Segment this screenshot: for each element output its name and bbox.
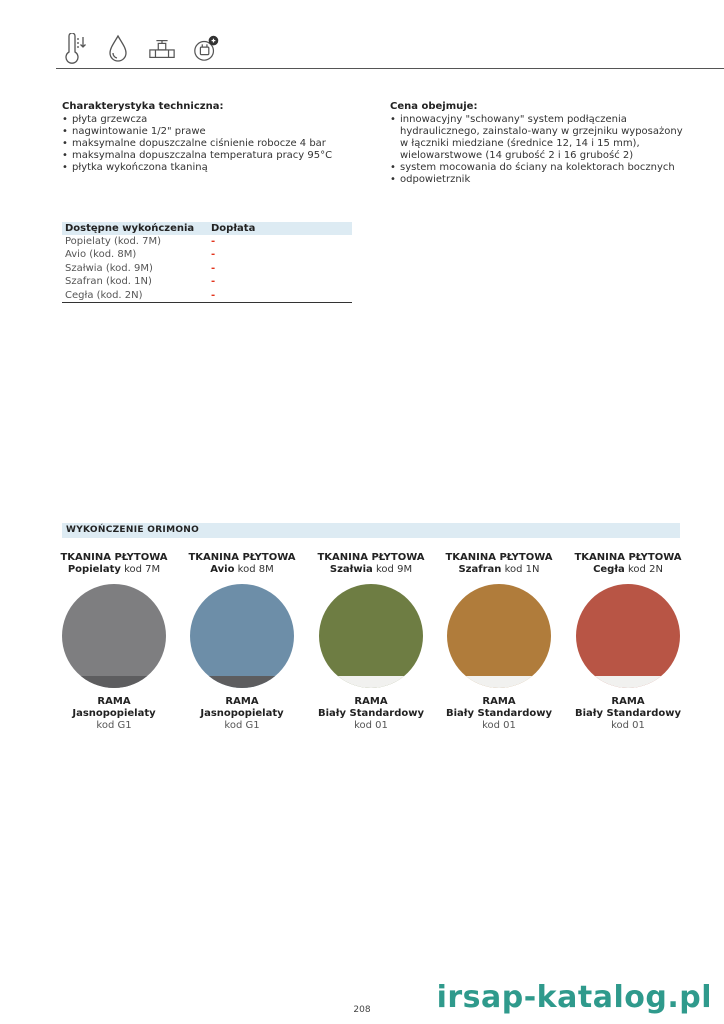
column-header-surcharge: Dopłata	[208, 222, 352, 235]
list-item: • płytka wykończona tkaniną	[62, 162, 382, 174]
frame-color-band	[447, 676, 551, 688]
table-row	[62, 248, 352, 261]
color-swatch	[190, 584, 294, 688]
swatch-code: kod 9M	[376, 564, 413, 575]
finish-name: Cegła (kod. 2N)	[62, 289, 208, 303]
swatch-name-line	[562, 564, 694, 576]
column-header-finish: Dostępne wykończenia	[62, 222, 208, 235]
swatch-szafran	[433, 552, 565, 732]
swatch-name-line	[305, 564, 437, 576]
finish-name: Szafran (kod. 1N)	[65, 276, 152, 288]
finish-surcharge: -	[208, 289, 352, 303]
finishes-table	[62, 222, 352, 303]
frame-name: Biały Standardowy	[575, 708, 681, 719]
swatch-name: Popielaty	[67, 564, 121, 575]
frame-label: RAMA	[225, 696, 259, 707]
spec-title: Charakterystyka techniczna:	[62, 101, 224, 112]
color-swatch	[319, 584, 423, 688]
finish-surcharge: -	[211, 236, 216, 247]
swatch-name-line	[176, 564, 308, 576]
swatch-avio	[176, 552, 308, 732]
swatch-name: Cegła	[593, 564, 625, 575]
list-item: • odpowietrznik	[390, 174, 690, 186]
swatch-code: kod 2N	[628, 564, 663, 575]
list-item: • innowacyjny "schowany" system podłączenia hydraulicznego, zainstalo-wany w grzejniku wyposażony w łączniki miedziane (średnice 12, 14 i 15 mm), wielowarstwowe (14 grubość 2 i 16 grubość 2)	[390, 114, 690, 162]
frame-code: kod 01	[611, 720, 645, 731]
list-item: • maksymalne dopuszczalne ciśnienie robocze 4 bar	[62, 138, 382, 150]
frame-label: RAMA	[611, 696, 645, 707]
valve-icon	[148, 32, 176, 66]
list-item: • płyta grzewcza	[62, 114, 382, 126]
frame-code: kod G1	[224, 720, 260, 731]
swatch-code: kod 8M	[237, 564, 274, 575]
swatch-name: Szałwia	[329, 564, 373, 575]
list-item: • maksymalna dopuszczalna temperatura pracy 95°C	[62, 150, 382, 162]
finish-name: Avio (kod. 8M)	[65, 249, 137, 261]
swatch-popielaty	[48, 552, 180, 732]
finish-surcharge: -	[211, 249, 216, 261]
frame-code: kod 01	[482, 720, 516, 731]
swatch-code: kod 7M	[124, 564, 161, 575]
frame-code: kod 01	[354, 720, 388, 731]
swatch-name: Szafran	[458, 564, 502, 575]
table-row	[62, 289, 352, 303]
finish-name: Szałwia (kod. 9M)	[65, 262, 153, 274]
page-number: 208	[353, 1005, 371, 1015]
swatch-type: TKANINA PŁYTOWA	[188, 552, 296, 563]
table-row	[62, 262, 352, 275]
price-includes	[390, 101, 690, 186]
frame-label: RAMA	[97, 696, 131, 707]
technical-spec	[62, 101, 382, 174]
frame-name: Jasnopopielaty	[72, 708, 156, 719]
swatch-cegla	[562, 552, 694, 732]
frame-color-band	[62, 676, 166, 688]
swatch-szalwia	[305, 552, 437, 732]
table-row	[62, 275, 352, 288]
frame-name: Biały Standardowy	[446, 708, 552, 719]
frame-label: RAMA	[482, 696, 516, 707]
swatch-name-line	[433, 564, 565, 576]
table-row	[62, 235, 352, 248]
swatch-name: Avio	[210, 564, 235, 575]
finish-surcharge: -	[211, 276, 216, 288]
swatch-code: kod 1N	[504, 564, 540, 575]
spec-list	[62, 114, 382, 174]
color-swatch	[62, 584, 166, 688]
finish-name: Popielaty (kod. 7M)	[65, 236, 162, 247]
swatch-name-line	[48, 564, 180, 576]
frame-color-band	[190, 676, 294, 688]
section-title: WYKOŃCZENIE ORIMONO	[62, 523, 680, 538]
finish-surcharge: -	[211, 262, 216, 274]
price-list	[390, 114, 690, 186]
thermometer-icon	[60, 32, 88, 66]
frame-name: Jasnopopielaty	[200, 708, 284, 719]
frame-label: RAMA	[354, 696, 388, 707]
frame-code: kod G1	[96, 720, 132, 731]
swatch-type: TKANINA PŁYTOWA	[317, 552, 425, 563]
water-drop-icon	[104, 32, 132, 66]
swatch-type: TKANINA PŁYTOWA	[60, 552, 168, 563]
swatch-type: TKANINA PŁYTOWA	[445, 552, 553, 563]
frame-color-band	[319, 676, 423, 688]
price-title: Cena obejmuje:	[390, 101, 478, 112]
table-header-row	[62, 222, 352, 235]
icon-bar	[60, 30, 220, 68]
color-swatch	[576, 584, 680, 688]
list-item: • nagwintowanie 1/2" prawe	[62, 126, 382, 138]
frame-color-band	[576, 676, 680, 688]
list-item: • system mocowania do ściany na kolektorach bocznych	[390, 162, 690, 174]
plug-icon	[192, 32, 220, 66]
frame-name: Biały Standardowy	[318, 708, 424, 719]
watermark: irsap-katalog.pl	[436, 980, 712, 1015]
swatch-type: TKANINA PŁYTOWA	[574, 552, 682, 563]
header-rule	[56, 68, 724, 69]
color-swatch	[447, 584, 551, 688]
